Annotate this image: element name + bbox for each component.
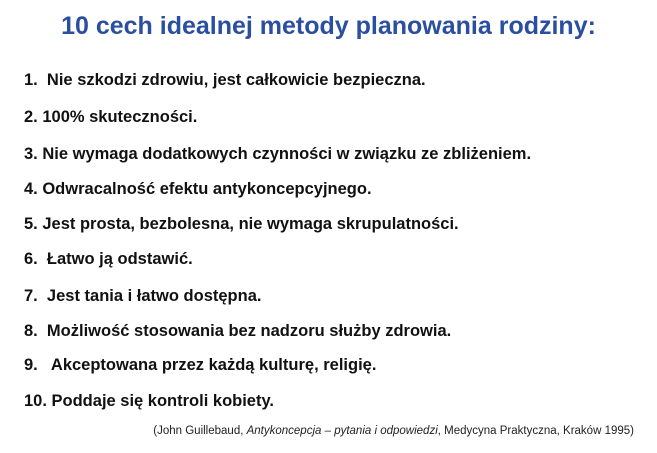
list-item: 8. Możliwość stosowania bez nadzoru służby zdrowia. — [24, 322, 452, 340]
citation — [153, 423, 634, 439]
list-item: 2. 100% skuteczności. — [24, 108, 198, 126]
list-item: 5. Jest prosta, bezbolesna, nie wymaga skrupulatności. — [24, 215, 459, 233]
list-item: 4. Odwracalność efektu antykoncepcyjnego. — [24, 180, 372, 198]
citation-prefix: (John Guillebaud, — [153, 425, 247, 437]
list-item: 3. Nie wymaga dodatkowych czynności w związku ze zbliżeniem. — [24, 145, 532, 163]
list-item: 1. Nie szkodzi zdrowiu, jest całkowicie bezpieczna. — [24, 71, 426, 89]
list-item: 7. Jest tania i łatwo dostępna. — [24, 287, 262, 305]
page-title: 10 cech idealnej metody planowania rodziny: — [61, 12, 596, 40]
citation-book-title: Antykoncepcja – pytania i odpowiedzi — [246, 425, 438, 437]
citation-suffix: , Medycyna Praktyczna, Kraków 1995) — [437, 425, 634, 437]
list-item: 10. Poddaje się kontroli kobiety. — [24, 392, 275, 410]
list-item: 9. Akceptowana przez każdą kulturę, religię. — [24, 356, 377, 374]
list-item: 6. Łatwo ją odstawić. — [24, 250, 193, 268]
